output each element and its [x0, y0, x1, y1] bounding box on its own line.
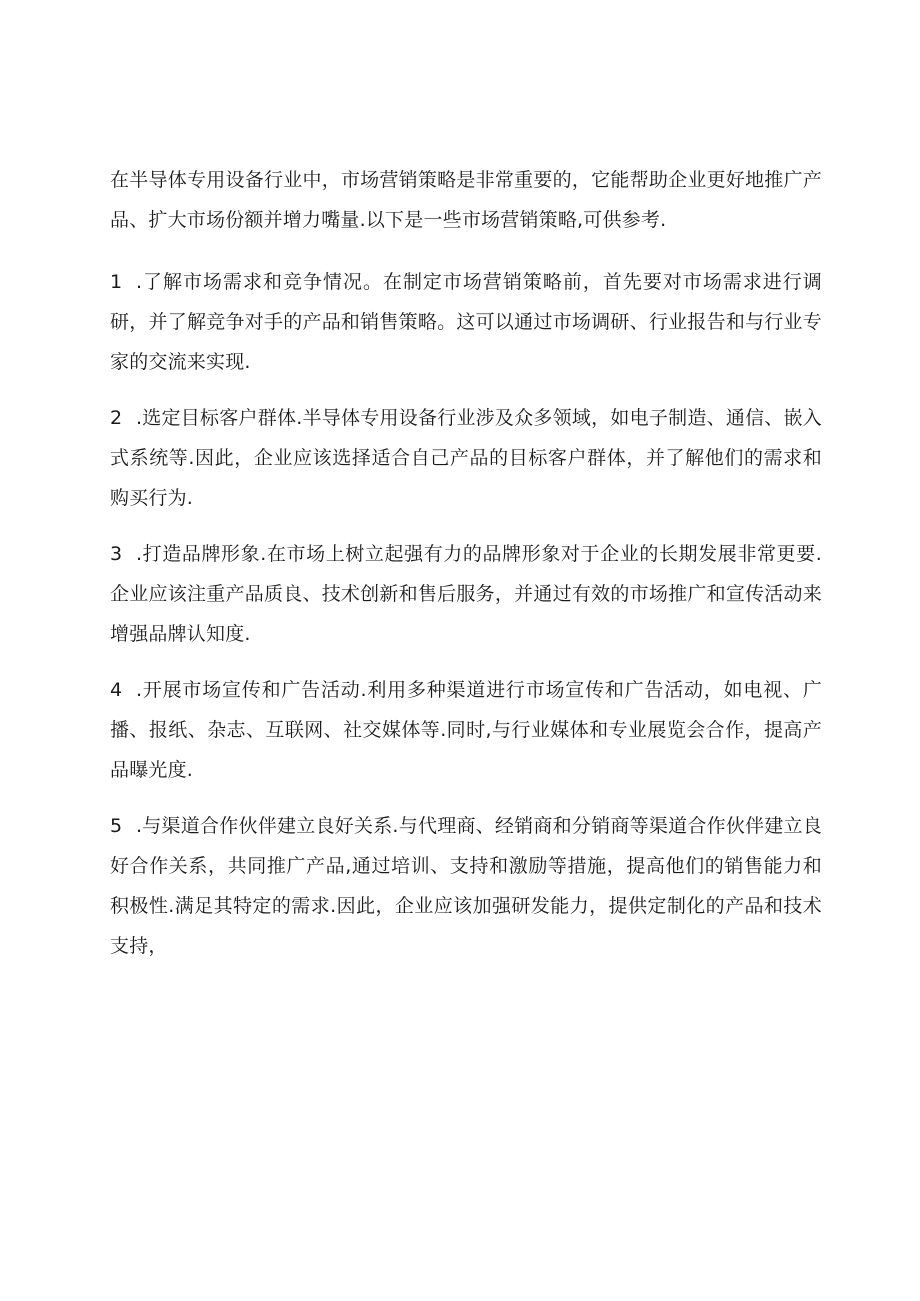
item-text: .选定目标客户群体.半导体专用设备行业涉及众多领域，如电子制造、通信、嵌入式系统等.因此，企业应该选择适合自己产品的目标客户群体，并了解他们的需求和购买行为. — [110, 407, 822, 509]
item-number: 3 — [110, 543, 123, 565]
list-item — [110, 534, 822, 654]
item-text: .打造品牌形象.在市场上树立起强有力的品牌形象对于企业的长期发展非常更要.企业应该注重产品质良、技术创新和售后服务，并通过有效的市场推广和宣传活动来增强品牌认知度. — [110, 543, 822, 645]
list-item — [110, 398, 822, 518]
item-number: 5 — [110, 815, 123, 837]
intro-paragraph: 在半导体专用设备行业中，市场营销策略是非常重要的，它能帮助企业更好地推广产品、扩大市场份额并增力嘴量.以下是一些市场营销策略,可供参考. — [110, 169, 822, 231]
list-item — [110, 262, 822, 382]
item-number: 1 — [110, 271, 123, 293]
item-number: 4 — [110, 679, 123, 701]
list-item — [110, 670, 822, 790]
document-body — [110, 160, 822, 982]
item-text: .开展市场宣传和广告活动.利用多种渠道进行市场宣传和广告活动，如电视、广播、报纸、杂志、互联网、社交媒体等.同时,与行业媒体和专业展览会合作，提高产品曝光度. — [110, 679, 822, 781]
item-text: .了解市场需求和竞争情况。在制定市场营销策略前，首先要对市场需求进行调研，并了解竞争对手的产品和销售策略。这可以通过市场调研、行业报告和与行业专家的交流来实现. — [110, 271, 822, 373]
item-number: 2 — [110, 407, 123, 429]
item-text: .与渠道合作伙伴建立良好关系.与代理商、经销商和分销商等渠道合作伙伴建立良好合作关系，共同推广产品,通过培训、支持和激励等措施，提高他们的销售能力和积极性.满足其特定的需求.因此，企业应该加强研发能力，提供定制化的产品和技术支持， — [110, 815, 822, 957]
list-item — [110, 806, 822, 966]
